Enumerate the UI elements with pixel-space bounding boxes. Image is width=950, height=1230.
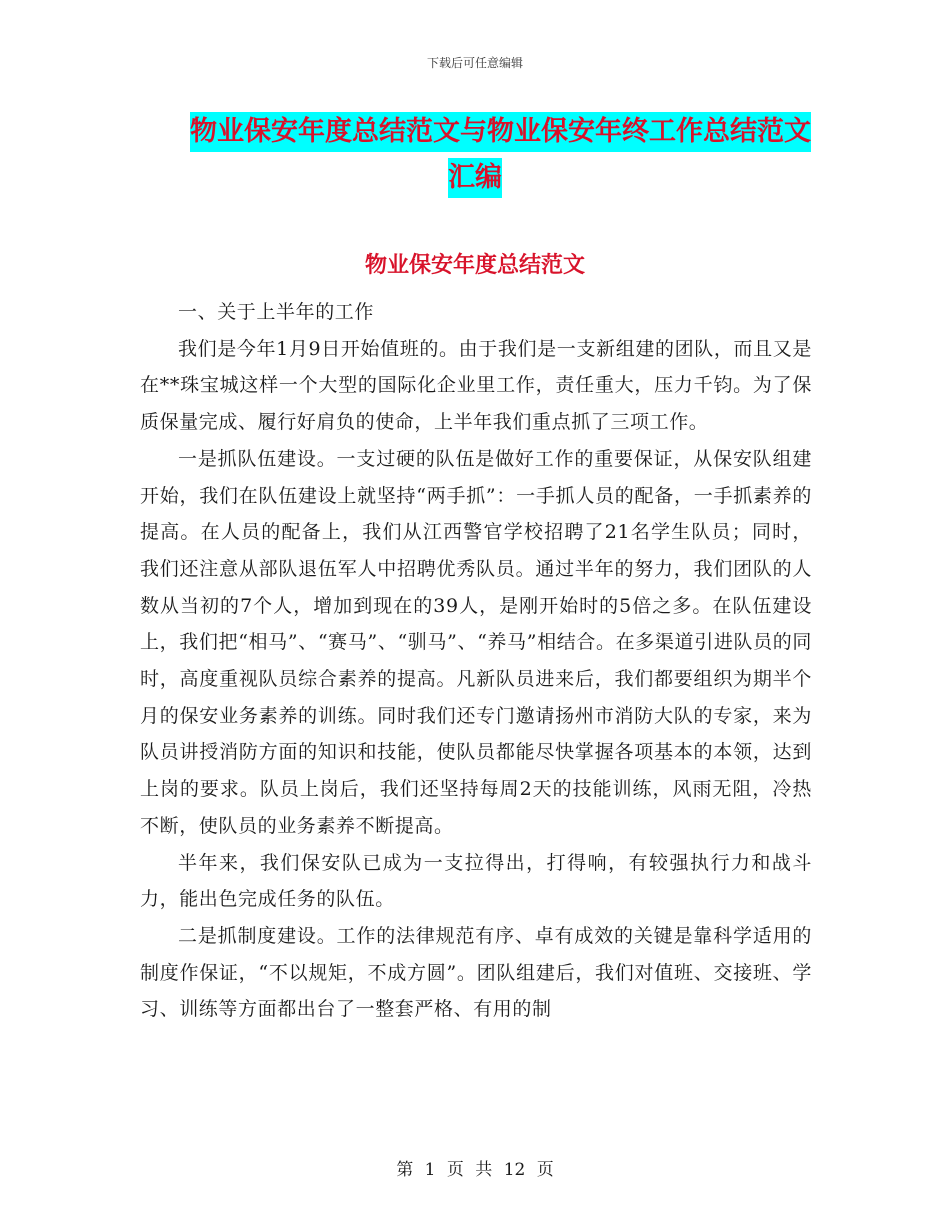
section-title: 物业保安年度总结范文 [364, 253, 585, 278]
paragraph: 一、关于上半年的工作 [178, 301, 375, 323]
document-body [140, 294, 812, 1028]
document-title [140, 112, 810, 198]
paragraph: 半年来，我们保安队已成为一支拉得出，打得响，有较强执行力和战斗力，能出色完成任务的队伍。 [140, 851, 812, 911]
paragraph: 二是抓制度建设。工作的法律规范有序、卓有成效的关键是靠科学适用的制度作保证，“不以规矩，不成方圆”。团队组建后，我们对值班、交接班、学习、训练等方面都出台了一整套严格、有用的制 [140, 924, 812, 1021]
paragraph: 我们是今年1月9日开始值班的。由于我们是一支新组建的团队，而且又是在**珠宝城这样一个大型的国际化企业里工作，责任重大，压力千钧。为了保质保量完成、履行好肩负的使命，上半年我们重点抓了三项工作。 [140, 337, 812, 434]
page-number: 第 1 页 共 12 页 [396, 1160, 554, 1180]
title-line-1: 物业保安年度总结范文与物业保安年终工作总结范文 [190, 112, 811, 152]
title-line-2: 汇编 [448, 158, 502, 198]
page-header-note: 下载后可任意编辑 [426, 56, 523, 70]
paragraph: 一是抓队伍建设。一支过硬的队伍是做好工作的重要保证，从保安队组建开始，我们在队伍建设上就坚持“两手抓”：一手抓人员的配备，一手抓素养的提高。在人员的配备上，我们从江西警官学校招聘了21名学生队员；同时，我们还注意从部队退伍军人中招聘优秀队员。通过半年的努力，我们团队的人数从当初的7个人，增加到现在的39人，是刚开始时的5倍之多。在队伍建设上，我们把“相马”、“赛马”、“驯马”、“养马”相结合。在多渠道引进队员的同时，高度重视队员综合素养的提高。凡新队员进来后，我们都要组织为期半个月的保安业务素养的训练。同时我们还专门邀请扬州市消防大队的专家，来为队员讲授消防方面的知识和技能，使队员都能尽快掌握各项基本的本领，达到上岗的要求。队员上岗后，我们还坚持每周2天的技能训练，风雨无阻，冷热不断，使队员的业务素养不断提高。 [140, 447, 812, 837]
